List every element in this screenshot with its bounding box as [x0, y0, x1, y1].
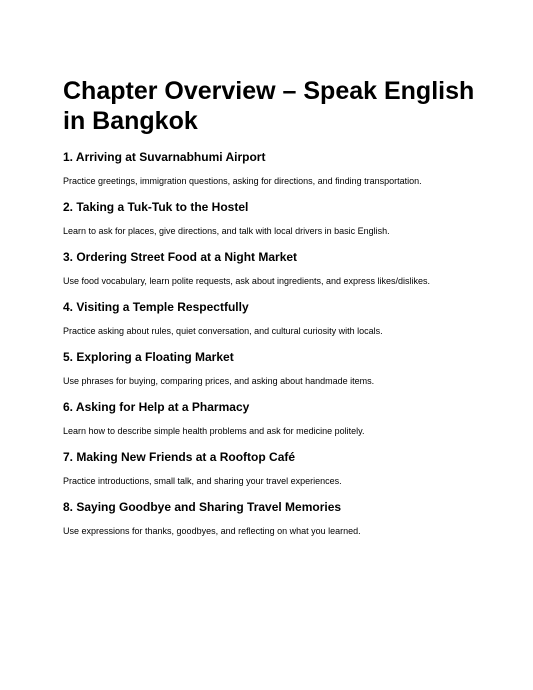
- chapter-section-6: [63, 399, 493, 437]
- chapter-description: Practice greetings, immigration questions, asking for directions, and finding transportation.: [63, 176, 422, 186]
- chapter-section-5: [63, 349, 493, 387]
- chapter-description: Use expressions for thanks, goodbyes, and reflecting on what you learned.: [63, 526, 361, 536]
- chapter-description: Practice asking about rules, quiet conversation, and cultural curiosity with locals.: [63, 326, 383, 336]
- chapter-section-3: [63, 249, 493, 287]
- chapter-heading: 1. Arriving at Suvarnabhumi Airport: [63, 150, 266, 164]
- page-title: Chapter Overview – Speak English in Bangkok: [63, 77, 475, 135]
- chapter-description: Practice introductions, small talk, and sharing your travel experiences.: [63, 476, 342, 486]
- chapter-section-1: [63, 149, 493, 187]
- chapter-section-4: [63, 299, 493, 337]
- chapter-section-8: [63, 499, 493, 537]
- chapter-heading: 6. Asking for Help at a Pharmacy: [63, 400, 250, 414]
- chapter-section-2: [63, 199, 493, 237]
- chapter-heading: 2. Taking a Tuk-Tuk to the Hostel: [63, 200, 249, 214]
- chapter-heading: 8. Saying Goodbye and Sharing Travel Memories: [63, 500, 342, 514]
- chapter-description: Use phrases for buying, comparing prices, and asking about handmade items.: [63, 376, 375, 386]
- chapter-description: Learn how to describe simple health problems and ask for medicine politely.: [63, 426, 365, 436]
- chapter-heading: 5. Exploring a Floating Market: [63, 350, 234, 364]
- chapter-section-7: [63, 449, 493, 487]
- chapter-heading: 7. Making New Friends at a Rooftop Café: [63, 450, 296, 464]
- chapter-heading: 4. Visiting a Temple Respectfully: [63, 300, 249, 314]
- chapter-heading: 3. Ordering Street Food at a Night Market: [63, 250, 298, 264]
- chapter-description: Use food vocabulary, learn polite requests, ask about ingredients, and express likes/dislikes.: [63, 276, 431, 286]
- chapter-description: Learn to ask for places, give directions, and talk with local drivers in basic English.: [63, 226, 390, 236]
